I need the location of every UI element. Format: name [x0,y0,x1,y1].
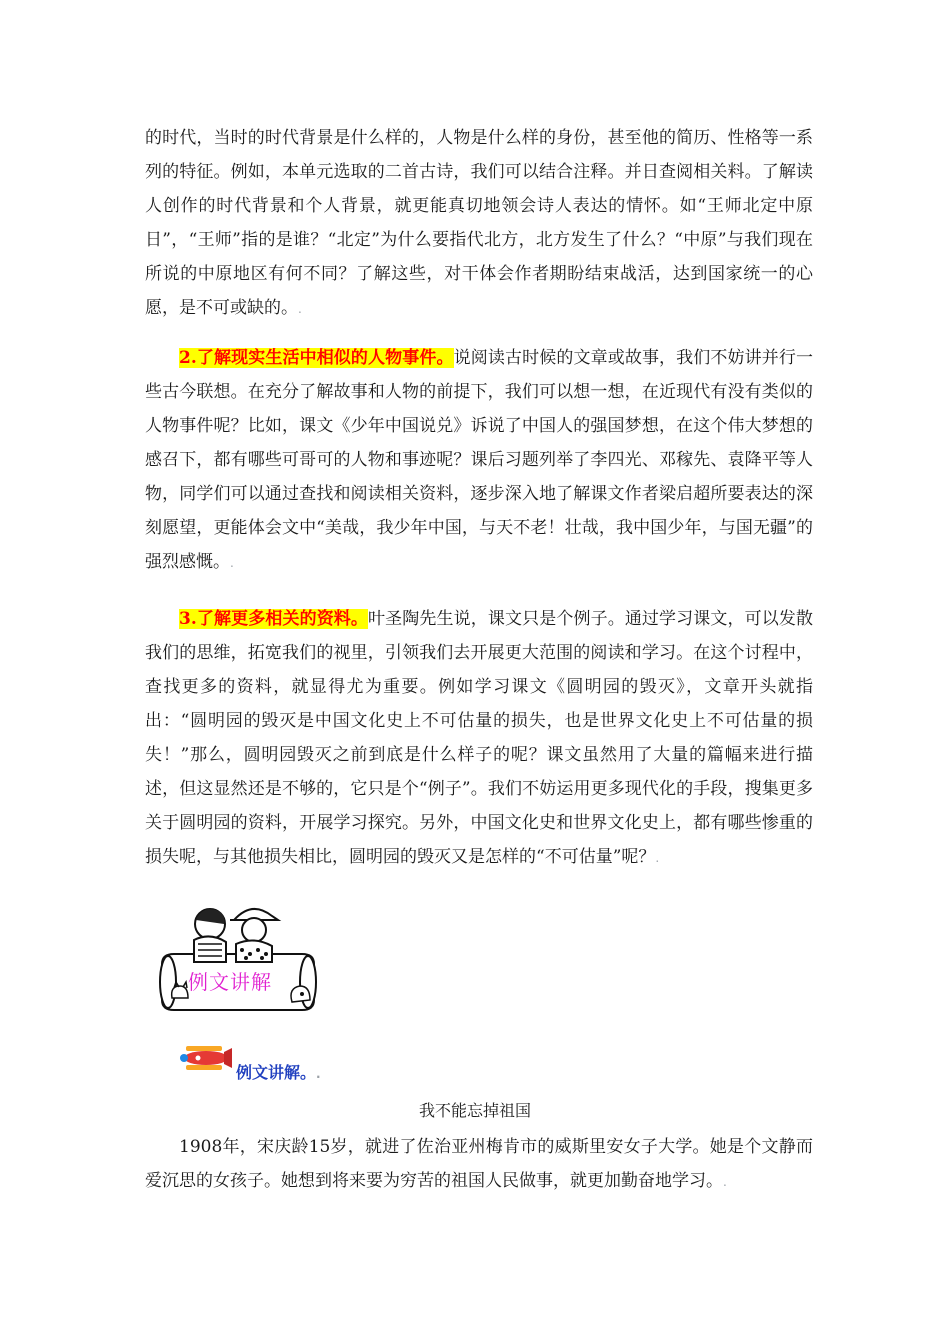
paragraph-2-heading: 2.了解现实生活中相似的人物事件。 [179,348,454,368]
story-text: 1908年，宋庆龄15岁，就进了佐治亚州梅肯市的威斯里安女子大学。她是个文静而爱沉思的女孩子。她想到将来要为穷苦的祖国人民做事，就更加勤奋地学习。 [145,1137,813,1191]
paragraph-mark: . [316,1067,321,1081]
paragraph-2-text: 说阅读古时候的文章或故事，我们不妨讲并行一些古今联想。在充分了解故事和人物的前提下，我们可以想一想，在近现代有没有类似的人物事件呢？比如，课文《少年中国说兑》诉说了中国人的强国梦想，在这个伟大梦想的感召下，都有哪些可哥可的人物和事迹呢？课后习题列举了李四光、邓稼先、袁降平等人物，同学们可以通过查找和阅读相关资料，逐步深入地了解课文作者梁启超所要表达的深刻愿望，更能体会文中“美哉，我少年中国，与天不老！壮哉，我中国少年，与国无疆”的强烈感慨。 [145,348,814,572]
sub-heading [236,1060,321,1083]
airplane-icon [178,1040,234,1078]
paragraph-1-text: 的时代，当时的时代背景是什么样的，人物是什么样的身份，甚至他的简历、性格等一系列的特征。例如，本单元选取的二首古诗，我们可以结合注释。并日查阅相关料。了解读人创作的时代背景和个人背景，就更能真切地领会诗人表达的情怀。如“王师北定中原日”，“王师”指的是谁？“北定”为什么要指代北方，北方发生了什么？“中原”与我们现在所说的中原地区有何不同？了解这些，对干体会作者期盼结束战活，达到国家统一的心愿，是不可或缺的。 [145,128,813,318]
paragraph-3-heading: 3.了解更多相关的资料。 [179,609,369,629]
paragraph-mark: . [655,851,660,865]
story-title: 我不能忘掉祖国 [418,1101,531,1120]
paragraph-1 [145,121,813,326]
banner-label: 例文讲解 [188,970,272,994]
paragraph-3 [145,602,813,875]
paragraph-mark: . [230,556,234,570]
story-paragraph [145,1130,813,1199]
paragraph-3-text: 叶圣陶先生说，课文只是个例子。通过学习课文，可以发散我们的思维，拓宽我们的视里，引领我们去开展更大范围的阅读和学习。在这个讨程中，查找更多的资料，就显得尤为重要。例如学习课文《圆明园的毁灭》，文章开头就指出：“圆明园的毁灭是中国文化史上不可估量的损失，也是世界文化史上不可估量的损失！”那么，圆明园毁灭之前到底是什么样子的呢？课文虽然用了大量的篇幅来进行描述，但这显然还是不够的，它只是个“例子”。我们不妨运用更多现代化的手段，搜集更多关于圆明园的资料，开展学习探究。另外，中国文化史和世界文化史上，都有哪些惨重的损失呢，与其他损失相比，圆明园的毁灭又是怎样的“不可估量”呢？ [145,609,813,867]
paragraph-2 [145,341,813,580]
paragraph-mark: . [723,1175,727,1189]
children-reading-banner-icon [152,902,322,1022]
sub-heading-text: 例文讲解。 [236,1063,317,1082]
paragraph-mark: . [298,302,302,316]
